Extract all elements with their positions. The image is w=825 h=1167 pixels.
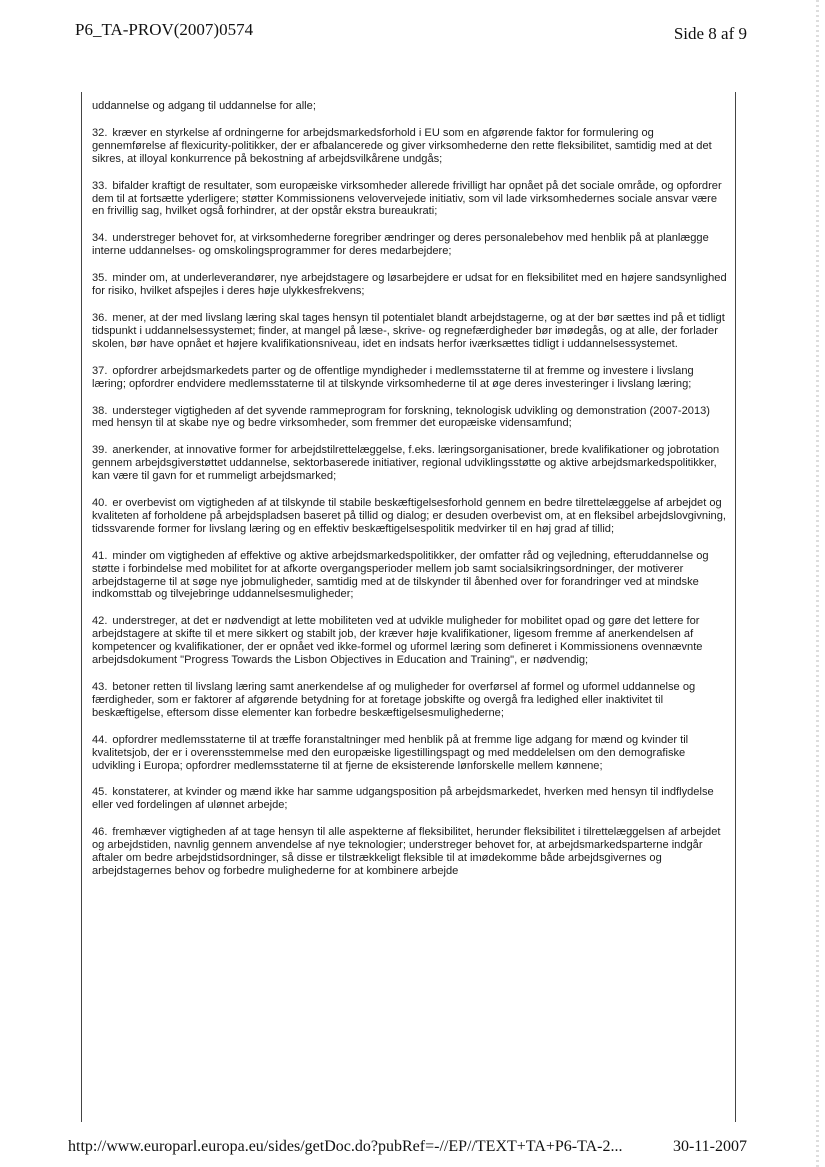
paragraph-42 <box>92 615 729 667</box>
paragraph-37 <box>92 365 729 391</box>
print-date: 30-11-2007 <box>672 1138 747 1155</box>
source-url[interactable]: http://www.europarl.europa.eu/sides/getDoc.do?pubRef=-//EP//TEXT+TA+P6-TA-2... <box>68 1138 623 1155</box>
paragraph-43 <box>92 681 729 720</box>
paragraph-number: 37. <box>92 364 108 377</box>
paragraph-text: mener, at der med livslang læring skal tages hensyn til potentialet blandt arbejdstagerne, og at der bør sættes ind på et tidligt tidspunkt i uddannelsessystemet; finder, at mangel på læse-, skrive- og regnefærdigheder bør imødegås, og at alle, der forlader skolen, bør have opnået et højere kvalifikationsniveau, idet en indsats herfor iværksættes tidligt i uddannelsessystemet. <box>92 311 725 350</box>
paragraph-text: betoner retten til livslang læring samt anerkendelse af og muligheder for overførsel af formel og uformel uddannelse og færdigheder, som er faktorer af afgørende betydning for at foretage jobskifte og overgå fra ledighed eller inaktivitet til beskæftigelse, eftersom disse elementer kan forbedre beskæftigelsesmulighederne; <box>92 681 696 719</box>
paragraph-number: 41. <box>92 549 108 562</box>
paragraph-41 <box>92 550 729 602</box>
scan-edge-artifact <box>816 0 819 1167</box>
document-body <box>82 92 735 878</box>
paragraph-number: 42. <box>92 615 108 628</box>
paragraph-33 <box>92 180 729 219</box>
paragraph-36 <box>92 312 729 351</box>
paragraph-text: er overbevist om vigtigheden af at tilskynde til stabile beskæftigelsesforhold gennem en bedre tilrettelæggelse af arbejdet og kvaliteten af forholdene på arbejdspladsen baseret på tillid og dialog; er desuden overbevist om, at en fleksibel arbejdslovgivning, tidssvarende former for livslang læring og en effektiv beskæftigelsespolitik medvirker til en høj grad af tillid; <box>92 497 726 535</box>
paragraph-text: bifalder kraftigt de resultater, som europæiske virksomheder allerede frivilligt har opnået på det sociale område, og opfordrer dem til at fortsætte yderligere; støtter Kommissionens velovervejede initiativ, som vil lade virksomhedernes sociale ansvar være en frivillig sag, hvilket også forhindrer, at der opstår ekstra bureaukrati; <box>92 179 722 218</box>
paragraph-number: 46. <box>92 826 108 839</box>
paragraph-45 <box>92 786 729 812</box>
paragraph-44 <box>92 734 729 773</box>
paragraph-number: 43. <box>92 681 108 693</box>
paragraph-text: konstaterer, at kvinder og mænd ikke har samme udgangsposition på arbejdsmarkedet, hverken med hensyn til indflydelse eller ved fordelingen af ulønnet arbejde; <box>92 786 714 812</box>
paragraph-text: understreger, at det er nødvendigt at lette mobiliteten ved at udvikle muligheder for mobilitet opad og gøre det lettere for arbejdstagere at skifte til et mere sikkert og stabilt job, der kræver høje kvalifikationer, ligesom fremme af anerkendelsen af kompetencer og kvalifikationer, der er opnået ved ikke-formel og uformel læring som defineret i Kommissionens ovennævnte arbejdsdokument "Progress Towards the Lisbon Objectives in Education and Training", er nødvendig; <box>92 615 703 667</box>
paragraph-35 <box>92 272 729 298</box>
paragraph-text: opfordrer medlemsstaterne til at træffe foranstaltninger med henblik på at fremme lige adgang for mænd og kvinder til kvalitetsjob, der er i overensstemmelse med den europæiske ligestillingspagt og med meddelelsen om den demografiske udvikling i Europa; opfordrer medlemsstaterne til at fjerne de eksisterende lønforskelle mellem kønnene; <box>92 733 689 772</box>
paragraph-number: 35. <box>92 272 108 285</box>
paragraph-text: fremhæver vigtigheden af at tage hensyn til alle aspekterne af fleksibilitet, herunder fleksibilitet i tilrettelæggelsen af arbejdet og arbejdstiden, navnlig gennem anvendelse af nye teknologier; understreger behovet for, at arbejdsmarkedsparterne indgår aftaler om bedre arbejdstidsordninger, så disse er tilstrækkeligt fleksible til at imødekomme både arbejdsgivernes og arbejdstagernes behov og forbedre mulighederne for at kombinere arbejde <box>92 826 721 877</box>
paragraph-number: 32. <box>92 126 108 139</box>
paragraph-46 <box>92 826 729 878</box>
paragraph-40 <box>92 497 729 536</box>
paragraph-number: 36. <box>92 311 108 324</box>
paragraph-number: 33. <box>92 179 108 192</box>
intro-paragraph: uddannelse og adgang til uddannelse for alle; <box>92 100 316 112</box>
paragraph-32 <box>92 127 729 166</box>
paragraph-number: 45. <box>92 786 108 799</box>
paragraph-text: kræver en styrkelse af ordningerne for arbejdsmarkedsforhold i EU som en afgørende faktor for formulering og gennemførelse af flexicurity-politikker, der er afbalancerede og giver virksomhederne den rette fleksibilitet, samtidig med at det sikres, at illoyal konkurrence på bekostning af arbejdsvilkårene undgås; <box>92 126 712 165</box>
content-frame <box>81 92 736 1122</box>
paragraph-number: 34. <box>92 232 108 245</box>
paragraph-text: opfordrer arbejdsmarkedets parter og de offentlige myndigheder i medlemsstaterne til at fremme og investere i livslang læring; opfordrer endvidere medlemsstaterne til at tilskynde virksomhederne til at øge deres investeringer i livslang læring; <box>92 364 694 390</box>
paragraph-number: 38. <box>92 404 108 417</box>
paragraph-text: understeger vigtigheden af det syvende rammeprogram for forskning, teknologisk udvikling og demonstration (2007-2013) med hensyn til at skabe nye og bedre virksomheder, som fremmer det europæiske vidensamfund; <box>92 404 710 430</box>
paragraph-text: anerkender, at innovative former for arbejdstilrettelæggelse, f.eks. læringsorganisationer, brede kvalifikationer og jobrotation gennem arbejdsgiverstøttet uddannelse, sektorbaserede initiativer, regional udviklingsstøtte og aktive arbejdsmarkedspolitikker, kan være til gavn for et rummeligt arbejdsmarked; <box>92 444 720 483</box>
page-number: Side 8 af 9 <box>673 24 747 43</box>
paragraph-number: 39. <box>92 444 108 457</box>
paragraph-number: 44. <box>92 733 108 746</box>
paragraph-text: understreger behovet for, at virksomhederne foregriber ændringer og deres personalebehov med henblik på at planlægge interne uddannelses- og omskolingsprogrammer for deres medarbejdere; <box>92 232 709 258</box>
paragraph-34 <box>92 232 729 258</box>
document-reference: P6_TA-PROV(2007)0574 <box>75 20 254 39</box>
paragraph-number: 40. <box>92 497 108 510</box>
paragraph-text: minder om vigtigheden af effektive og aktive arbejdsmarkedspolitikker, der omfatter råd og vejledning, efteruddannelse og støtte i forbindelse med mobilitet for at afkorte overgangsperioder mellem job samt socialsikringsordninger, der motiverer arbejdstagerne til at søge nye jobmuligheder, samtidig med at de tilskynder til åbenhed over for forandringer ved at mindske indkomsttab og tilvejebringe uddannelsesmuligheder; <box>92 549 709 601</box>
paragraph-39 <box>92 444 729 483</box>
paragraph-text: minder om, at underleverandører, nye arbejdstagere og løsarbejdere er udsat for en fleksibilitet med en højere sandsynlighed for risiko, hvilket afspejles i deres høje ulykkesfrekvens; <box>92 272 727 298</box>
paragraph-38 <box>92 405 729 431</box>
